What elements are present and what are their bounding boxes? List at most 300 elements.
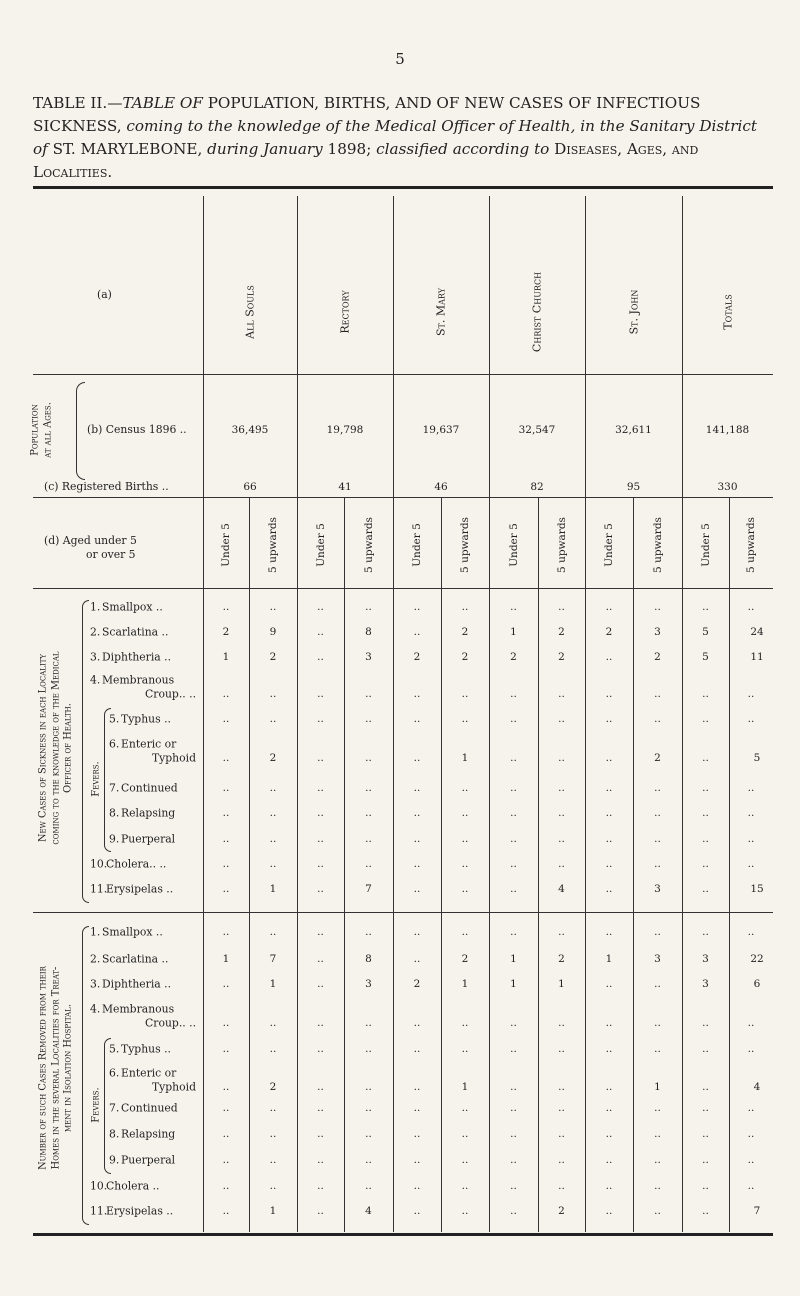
age-header: 5 upwards [745, 517, 757, 573]
section2-cell: 1 [558, 978, 565, 990]
section2-row-number: 11. [90, 1204, 108, 1218]
section1-cell: .. [413, 688, 421, 700]
section2-cell: .. [461, 1102, 469, 1114]
locality-header: Rectory [338, 290, 352, 334]
section1-cell: .. [365, 807, 372, 819]
section1-cell: .. [222, 883, 230, 895]
section1-cell: .. [558, 807, 565, 819]
section1-cell: 5 [702, 626, 709, 638]
section2-cell: .. [413, 1180, 421, 1192]
section2-cell: 4 [753, 1081, 761, 1093]
age-divider [538, 498, 539, 1232]
section2-cell: .. [413, 1043, 421, 1055]
rule-births [33, 497, 773, 498]
section1-cell: .. [654, 807, 661, 819]
births-value: 41 [338, 481, 352, 493]
section2-cell: .. [747, 1180, 755, 1192]
section1-cell: .. [605, 807, 613, 819]
section2-cell: .. [702, 1128, 709, 1140]
section1-cell: .. [654, 688, 661, 700]
section2-row-label: Puerperal [121, 1153, 176, 1167]
rule-header [33, 374, 773, 375]
section1-cell: .. [605, 688, 613, 700]
section2-cell: 1 [461, 978, 469, 990]
section2-cell: .. [510, 1154, 517, 1166]
section1-cell: 9 [269, 626, 277, 638]
section2-cell: .. [605, 1081, 613, 1093]
section2-cell: .. [702, 1205, 709, 1217]
age-divider [249, 498, 250, 1232]
population-value: 32,611 [615, 424, 652, 436]
section1-row-label: Relapsing [121, 806, 176, 820]
section2-row-number: 2. [90, 952, 101, 966]
section2-side-label: Number of such Cases Removed from their Homes in the several Localities for Treat- ment in Isolation Hospital. [37, 966, 74, 1170]
section1-cell: .. [222, 688, 230, 700]
section2-cell: .. [605, 1154, 613, 1166]
section1-cell: .. [461, 688, 469, 700]
population-value: 19,637 [422, 424, 460, 436]
section2-row-label: Cholera .. [106, 1179, 160, 1193]
section1-row-number: 6. [109, 737, 120, 751]
section2-cell: .. [413, 1017, 421, 1029]
section2-cell: .. [365, 1128, 372, 1140]
section2-cell: .. [510, 1180, 517, 1192]
section2-cell: .. [317, 1017, 324, 1029]
section1-cell: 3 [654, 626, 661, 638]
top-rule [33, 186, 773, 189]
age-header: Under 5 [603, 523, 615, 567]
section1-cell: .. [413, 713, 421, 725]
age-header: 5 upwards [267, 517, 279, 573]
page-number: 5 [395, 50, 405, 68]
section1-cell: .. [702, 858, 709, 870]
section2-cell: .. [605, 1128, 613, 1140]
section2-cell: 4 [365, 1205, 372, 1217]
population-value: 19,798 [326, 424, 364, 436]
locality-divider [682, 196, 683, 1232]
section1-cell: .. [510, 688, 517, 700]
section1-cell: .. [317, 651, 324, 663]
section2-cell: .. [413, 1081, 421, 1093]
section2-cell: .. [702, 926, 709, 938]
section2-cell: .. [510, 1081, 517, 1093]
section2-cell: 2 [269, 1081, 277, 1093]
locality-divider [297, 196, 298, 1232]
section2-row-number: 6. [109, 1066, 120, 1080]
section1-cell: 2 [654, 651, 661, 663]
section1-cell: .. [222, 601, 230, 613]
section2-cell: .. [654, 1043, 661, 1055]
section1-row-number: 9. [109, 832, 120, 846]
section1-cell: .. [510, 883, 517, 895]
locality-divider [585, 196, 586, 1232]
section1-cell: .. [365, 833, 372, 845]
section2-cell: .. [317, 926, 324, 938]
section2-row-number: 10. [90, 1179, 108, 1193]
section1-cell: 1 [222, 651, 230, 663]
section1-row-number: 2. [90, 625, 101, 639]
section1-row-label: Scarlatina .. [102, 625, 169, 639]
section1-cell: .. [365, 688, 372, 700]
section2-cell: .. [510, 926, 517, 938]
section1-row-label: Puerperal [121, 832, 176, 846]
section2-cell: 1 [269, 1205, 277, 1217]
section1-cell: 3 [654, 883, 661, 895]
section2-cell: .. [702, 1102, 709, 1114]
section2-cell: .. [365, 1017, 372, 1029]
population-label: (b) Census 1896 .. [87, 423, 187, 436]
section1-cell: .. [605, 752, 613, 764]
title-main: POPULATION, BIRTHS, AND OF NEW CASES OF INFECTIOUS SICKNESS, [33, 94, 701, 135]
births-value: 82 [530, 481, 544, 493]
section1-cell: .. [317, 688, 324, 700]
section1-cell: 2 [222, 626, 230, 638]
section1-cell: .. [510, 807, 517, 819]
section1-cell: .. [413, 752, 421, 764]
section1-cell: .. [222, 833, 230, 845]
section1-cell: .. [413, 626, 421, 638]
section2-cell: 3 [654, 953, 661, 965]
section2-cell: .. [558, 1043, 565, 1055]
section1-cell: .. [365, 858, 372, 870]
ages-label-2: or over 5 [86, 548, 136, 561]
section1-cell: 15 [750, 883, 764, 895]
section2-row-number: 3. [90, 977, 101, 991]
rule-ages [33, 588, 773, 589]
section1-cell: .. [747, 782, 755, 794]
section2-cell: .. [413, 1128, 421, 1140]
section2-cell: .. [558, 926, 565, 938]
section2-cell: .. [222, 1205, 230, 1217]
section1-cell: 5 [702, 651, 709, 663]
section1-cell: .. [510, 858, 517, 870]
age-divider [633, 498, 634, 1232]
title-lead-italic: TABLE OF [122, 94, 203, 112]
section1-cell: .. [702, 883, 709, 895]
age-header: Under 5 [411, 523, 423, 567]
section2-row-number: 7. [109, 1101, 120, 1115]
section2-cell: .. [558, 1102, 565, 1114]
section2-cell: .. [747, 1017, 755, 1029]
section2-row-label: Typhus .. [121, 1042, 171, 1056]
section1-cell: .. [222, 752, 230, 764]
section2-cell: .. [317, 1154, 324, 1166]
section2-cell: .. [461, 1205, 469, 1217]
title-italic-1: coming to the knowledge of the Medical Officer of Health, in the Sanitary District of [33, 117, 757, 158]
section1-cell: .. [605, 782, 613, 794]
section2-cell: .. [365, 1180, 372, 1192]
section1-cell: .. [654, 713, 661, 725]
section2-cell: .. [365, 1154, 372, 1166]
section1-fevers-brace [104, 708, 111, 852]
population-side-label: Population at all Ages. [29, 402, 53, 458]
section1-cell: .. [317, 626, 324, 638]
section1-cell: .. [510, 713, 517, 725]
section2-cell: 1 [510, 953, 517, 965]
section1-cell: .. [558, 833, 565, 845]
section2-cell: .. [222, 1081, 230, 1093]
section2-cell: .. [558, 1154, 565, 1166]
table-title [33, 92, 773, 184]
section2-cell: .. [510, 1017, 517, 1029]
section2-cell: .. [461, 1043, 469, 1055]
section2-cell: .. [654, 926, 661, 938]
section1-cell: .. [654, 858, 661, 870]
section2-row-number: 8. [109, 1127, 120, 1141]
section2-cell: .. [317, 978, 324, 990]
section1-cell: .. [605, 713, 613, 725]
section1-cell: .. [222, 807, 230, 819]
section2-cell: .. [413, 926, 421, 938]
section1-cell: .. [510, 752, 517, 764]
section2-cell: .. [702, 1043, 709, 1055]
section2-cell: .. [222, 1128, 230, 1140]
section1-side-label: New Cases of Sickness in each Locality coming to the knowledge of the Medical Officer of Health. [37, 651, 74, 845]
section1-cell: 1 [269, 883, 277, 895]
section2-row-label: Continued [121, 1101, 178, 1115]
section2-cell: .. [558, 1081, 565, 1093]
births-label: (c) Registered Births .. [44, 480, 169, 493]
section1-cell: .. [558, 713, 565, 725]
section2-cell: .. [269, 1017, 277, 1029]
section2-cell: .. [702, 1081, 709, 1093]
births-value: 330 [717, 481, 738, 493]
section1-cell: .. [269, 713, 277, 725]
section1-cell: 2 [461, 651, 469, 663]
section1-row-number: 11. [90, 882, 108, 896]
section1-cell: 2 [269, 752, 277, 764]
age-header: 5 upwards [362, 517, 375, 573]
section1-cell: .. [605, 858, 613, 870]
section2-cell: .. [413, 1205, 421, 1217]
section1-cell: .. [317, 601, 324, 613]
section1-cell: .. [558, 601, 565, 613]
section1-row-label: Erysipelas .. [106, 882, 174, 896]
section1-cell: .. [317, 883, 324, 895]
bottom-rule [33, 1233, 773, 1236]
age-header: Under 5 [220, 523, 232, 567]
section1-cell: .. [413, 883, 421, 895]
age-header: 5 upwards [555, 517, 568, 573]
section1-cell: .. [461, 782, 469, 794]
section1-cell: .. [558, 858, 565, 870]
section1-cell: .. [269, 688, 277, 700]
section1-cell: .. [702, 807, 709, 819]
section2-cell: .. [413, 953, 421, 965]
section2-cell: .. [365, 1043, 372, 1055]
section2-cell: .. [654, 1017, 661, 1029]
section2-cell: .. [269, 1043, 277, 1055]
section1-cell: 2 [510, 651, 517, 663]
section1-row-number: 4. [90, 673, 101, 687]
section1-row-label: Membranous [102, 673, 175, 687]
section1-cell: .. [558, 782, 565, 794]
population-value: 32,547 [518, 424, 556, 436]
section1-cell: .. [558, 752, 565, 764]
section1-row-label-2: Typhoid [151, 751, 196, 765]
section2-row-label: Enteric or [121, 1066, 177, 1080]
section2-cell: .. [222, 1154, 230, 1166]
title-classification: Diseases, Ages, and Localities. [33, 140, 699, 181]
section2-cell: .. [654, 1102, 661, 1114]
section2-cell: .. [269, 1128, 277, 1140]
section2-cell: .. [269, 926, 277, 938]
section2-cell: 7 [753, 1205, 761, 1217]
births-value: 46 [434, 481, 448, 493]
section1-cell: .. [413, 807, 421, 819]
section1-cell: .. [702, 833, 709, 845]
locality-header: St. Mary [434, 288, 448, 336]
section2-cell: .. [461, 1154, 469, 1166]
section2-cell: .. [222, 1102, 230, 1114]
section2-cell: .. [747, 1043, 755, 1055]
rule-section [33, 912, 773, 913]
section1-cell: .. [365, 782, 372, 794]
section1-cell: .. [702, 688, 709, 700]
locality-header: St. John [627, 289, 640, 335]
section1-cell: .. [461, 858, 469, 870]
title-year: 1898; [322, 140, 377, 158]
section2-cell: .. [413, 1102, 421, 1114]
section1-cell: .. [413, 601, 421, 613]
section2-cell: .. [365, 926, 372, 938]
section2-cell: 1 [222, 953, 230, 965]
section2-cell: .. [654, 978, 661, 990]
section2-cell: 7 [269, 953, 277, 965]
section2-cell: .. [747, 1102, 755, 1114]
section1-cell: .. [510, 833, 517, 845]
section2-row-label: Erysipelas .. [106, 1204, 174, 1218]
section1-cell: .. [747, 601, 755, 613]
section1-row-number: 8. [109, 806, 120, 820]
section2-row-label-2: Typhoid [151, 1080, 196, 1094]
age-header: 5 upwards [459, 517, 471, 573]
section2-cell: .. [222, 926, 230, 938]
section1-cell: .. [605, 651, 613, 663]
section2-cell: .. [605, 1043, 613, 1055]
section1-cell: 2 [461, 626, 469, 638]
section2-cell: 1 [461, 1081, 469, 1093]
section1-cell: .. [317, 752, 324, 764]
section1-cell: .. [747, 833, 755, 845]
section1-cell: .. [269, 782, 277, 794]
age-header: 5 upwards [651, 517, 664, 573]
section2-cell: .. [510, 1128, 517, 1140]
section2-cell: .. [317, 1128, 324, 1140]
section2-cell: .. [510, 1205, 517, 1217]
section2-row-number: 9. [109, 1153, 120, 1167]
section2-cell: .. [269, 1154, 277, 1166]
section1-cell: .. [269, 807, 277, 819]
section1-cell: .. [269, 858, 277, 870]
section2-cell: 3 [702, 953, 709, 965]
section2-row-number: 4. [90, 1002, 101, 1016]
section2-cell: .. [317, 1180, 324, 1192]
section2-cell: .. [654, 1154, 661, 1166]
section1-cell: .. [365, 713, 372, 725]
population-value: 36,495 [231, 424, 269, 436]
section1-cell: .. [605, 883, 613, 895]
locality-header: Totals [721, 294, 734, 330]
section2-row-label: Smallpox .. [102, 925, 163, 939]
section2-cell: .. [702, 1017, 709, 1029]
section2-cell: .. [654, 1128, 661, 1140]
age-header: Under 5 [699, 523, 712, 567]
population-brace [76, 382, 85, 480]
section2-cell: .. [222, 978, 230, 990]
section2-brace [82, 926, 89, 1225]
section1-cell: .. [461, 713, 469, 725]
section1-cell: 2 [558, 626, 565, 638]
age-header: Under 5 [507, 523, 520, 567]
section1-cell: 2 [413, 651, 421, 663]
title-italic-2: during January [207, 140, 323, 158]
section1-cell: .. [605, 833, 613, 845]
age-divider [729, 498, 730, 1232]
section2-cell: .. [558, 1180, 565, 1192]
section2-cell: 1 [269, 978, 277, 990]
age-divider [344, 498, 345, 1232]
section2-cell: .. [461, 926, 469, 938]
section1-cell: 1 [461, 752, 469, 764]
section1-row-label: Continued [121, 781, 178, 795]
section2-row-label: Relapsing [121, 1127, 176, 1141]
section1-cell: .. [222, 858, 230, 870]
section2-cell: .. [605, 1017, 613, 1029]
section2-cell: .. [413, 1154, 421, 1166]
section2-cell: .. [461, 1128, 469, 1140]
section1-row-label: Diphtheria .. [102, 650, 172, 664]
section1-cell: .. [702, 752, 709, 764]
section1-cell: 11 [750, 651, 764, 663]
section1-cell: 24 [750, 626, 764, 638]
population-value: 141,188 [705, 424, 750, 436]
section2-cell: .. [317, 953, 324, 965]
section2-fevers-label: Fevers. [90, 1087, 102, 1123]
locality-divider [203, 196, 204, 1232]
section2-row-label: Diphtheria .. [102, 977, 172, 991]
section1-cell: .. [461, 883, 469, 895]
section1-cell: .. [654, 782, 661, 794]
section2-cell: .. [317, 1043, 324, 1055]
section2-cell: .. [558, 1017, 565, 1029]
section2-cell: .. [702, 1180, 709, 1192]
section2-cell: 2 [558, 953, 565, 965]
section1-cell: 2 [654, 752, 661, 764]
section1-fevers-label: Fevers. [90, 761, 102, 797]
section2-row-number: 5. [109, 1042, 120, 1056]
section1-cell: .. [222, 782, 230, 794]
section2-row-label: Scarlatina .. [102, 952, 169, 966]
section2-cell: .. [605, 1205, 613, 1217]
section2-cell: .. [317, 1081, 324, 1093]
section1-cell: .. [747, 713, 755, 725]
section1-cell: 2 [558, 651, 565, 663]
section2-cell: .. [510, 1102, 517, 1114]
section1-row-label: Smallpox .. [102, 600, 163, 614]
section2-cell: 2 [413, 978, 421, 990]
section2-cell: .. [605, 978, 613, 990]
section1-cell: .. [365, 752, 372, 764]
section1-cell: .. [605, 601, 613, 613]
locality-divider [393, 196, 394, 1232]
section2-cell: 3 [702, 978, 709, 990]
section1-cell: .. [317, 713, 324, 725]
section1-cell: .. [702, 713, 709, 725]
section1-cell: 8 [365, 626, 372, 638]
title-italic-3: classified according to [376, 140, 550, 158]
section2-cell: .. [461, 1017, 469, 1029]
